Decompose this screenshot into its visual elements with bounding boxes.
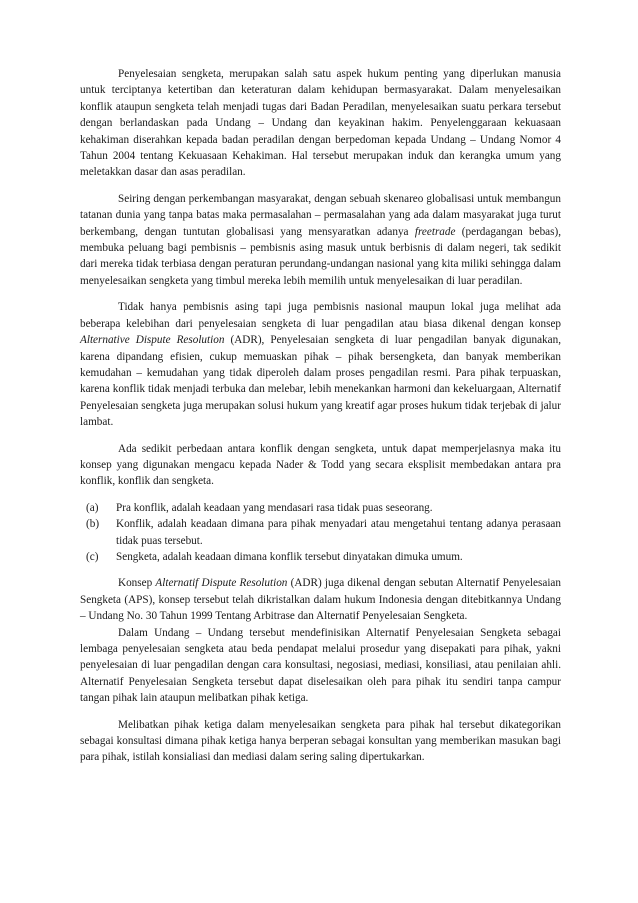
list-marker: (c) xyxy=(86,550,99,563)
list-item xyxy=(86,549,561,565)
list-item-text: Sengketa, adalah keadaan dimana konflik tersebut dinyatakan dimuka umum. xyxy=(116,550,463,563)
paragraph-2 xyxy=(80,191,561,289)
paragraph-4 xyxy=(80,441,561,490)
paragraph-1-text: Penyelesaian sengketa, merupakan salah satu aspek hukum penting yang diperlukan manusia untuk terciptanya ketertiban dan keteraturan dalam kehidupan bermasyarakat. Dalam menyelesaikan konflik ataupun sengketa telah menjadi tugas dari Badan Peradilan, menyelesaikan suatu perkara tersebut dengan berlandaskan pada Undang – Undang dan keyakinan hakim. Penyelenggaraan kekuasaan kehakiman diserahkan kepada badan peradilan dengan berpedoman kepada Undang – Undang Nomor 4 Tahun 2004 tentang Kekuasaan Kehakiman. Hal tersebut merupakan induk dan kerangka umum yang meletakkan dasar dan asas peradilan. xyxy=(80,68,561,179)
paragraph-7 xyxy=(80,717,561,766)
definition-list xyxy=(80,500,561,566)
paragraph-5-text-a: Konsep xyxy=(118,577,156,590)
document-page xyxy=(80,66,561,776)
paragraph-3-text-a: Tidak hanya pembisnis asing tapi juga pembisnis nasional maupun lokal juga melihat ada beberapa kelebihan dari penyelesaian sengketa di luar pengadilan atau biasa dikenal dengan konsep xyxy=(80,301,561,330)
paragraph-6 xyxy=(80,625,561,707)
list-marker: (a) xyxy=(86,501,99,514)
paragraph-5-text-b: (ADR) juga dikenal dengan sebutan Alternatif Penyelesaian Sengketa (APS), konsep tersebut telah dikristalkan dalam hukum Indonesia dengan ditebitkannya Undang – Undang No. 30 Tahun 1999 Tentang Arbitrase dan Alternatif Penyelesaian Sengketa. xyxy=(80,577,561,623)
paragraph-1 xyxy=(80,66,561,181)
paragraph-7-text: Melibatkan pihak ketiga dalam menyelesaikan sengketa para pihak hal tersebut dikategorikan sebagai konsultasi dimana pihak ketiga hanya berperan sebagai konsultan yang memberikan masukan bagi para pihak, istilah konsialiasi dan mediasi dalam sering saling dipertukarkan. xyxy=(80,718,561,764)
list-marker: (b) xyxy=(86,518,100,531)
paragraph-3-text-b: (ADR), Penyelesaian sengketa di luar pengadilan banyak digunakan, karena dipandang efisien, cukup memuaskan pihak – pihak bersengketa, dan banyak memberikan kemudahan – kemudahan yang tidak diperoleh dalam proses pengadilan resmi. Para pihak terpuaskan, karena konflik tidak menjadi terbuka dan melebar, lebih menekankan harmoni dan kekeluargaan, Alternatif Penyelesaian sengketa juga merupakan solusi hukum yang kreatif agar proses hukum tidak terjebak di jalur lambat. xyxy=(80,334,561,429)
paragraph-6-text: Dalam Undang – Undang tersebut mendefinisikan Alternatif Penyelesaian Sengketa sebagai lembaga penyelesaian sengketa atau beda pendapat melalui prosedur yang disepakati para pihak, yakni penyelesaian di luar pengadilan dengan cara konsultasi, negosiasi, mediasi, konsiliasi, atau penilaian ahli. Alternatif Penyelesaian Sengketa tersebut dapat diselesaikan oleh para pihak itu sendiri tanpa campur tangan pihak lain ataupun melibatkan pihak ketiga. xyxy=(80,626,561,705)
paragraph-2-text-b: (perdagangan bebas), membuka peluang bagi pembisnis – pembisnis asing masuk untuk berbisnis di dalam negeri, tak sedikit dari mereka tidak terbiasa dengan peraturan perundang-undangan nasional yang kita miliki sehingga dalam menyelesaikan sengketa yang timbul mereka lebih memilih untuk menyelesaikan di luar peradilan. xyxy=(80,225,562,287)
paragraph-5 xyxy=(80,575,561,624)
paragraph-4-text: Ada sedikit perbedaan antara konflik dengan sengketa, untuk dapat memperjelasnya maka itu konsep yang digunakan mengacu kepada Nader & Todd yang secara eksplisit membedakan antara pra konflik, konflik dan sengketa. xyxy=(80,442,561,488)
list-item xyxy=(86,516,561,549)
paragraph-5-italic-term: Alternatif Dispute Resolution xyxy=(155,577,288,590)
list-item-text: Konflik, adalah keadaan dimana para pihak menyadari atau mengetahui tentang adanya perasaan tidak puas tersebut. xyxy=(116,518,561,547)
list-item-text: Pra konflik, adalah keadaan yang mendasari rasa tidak puas seseorang. xyxy=(116,501,433,514)
paragraph-3 xyxy=(80,299,561,430)
paragraph-3-italic-term: Alternative Dispute Resolution xyxy=(80,334,225,347)
list-item xyxy=(86,500,561,516)
paragraph-2-text-a: Seiring dengan perkembangan masyarakat, dengan sebuah skenareo globalisasi untuk membangun tatanan dunia yang tanpa batas maka permasalahan – permasalahan yang ada dalam masyarakat juga turut berkembang, dengan tuntutan globalisasi yang mensyaratkan adanya xyxy=(80,192,561,238)
paragraph-2-italic-term: freetrade xyxy=(414,225,456,238)
